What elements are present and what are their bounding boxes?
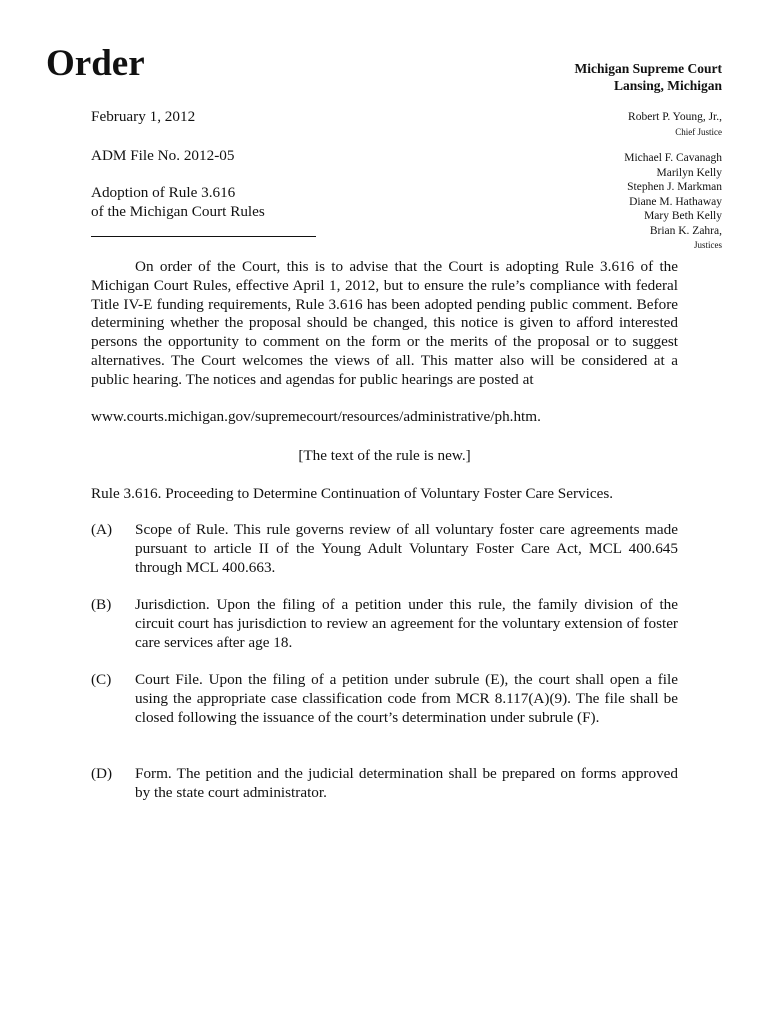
court-location: Lansing, Michigan — [613, 78, 722, 93]
rule-heading: Rule 3.616. Proceeding to Determine Continuation of Voluntary Foster Care Services. — [91, 485, 614, 502]
chief-justice-title: Chief Justice — [675, 126, 722, 137]
subrule-text: Jurisdiction. Upon the filing of a petition under this rule, the family division of the circuit court has jurisdiction to review an agreement for the voluntary extension of foster care services after age 18. — [135, 596, 678, 651]
rule-note: [The text of the rule is new.] — [298, 447, 471, 464]
justice-name: Diane M. Hathaway — [629, 195, 722, 208]
subject-line-1: Adoption of Rule 3.616 — [91, 184, 236, 201]
justice-name: Brian K. Zahra, — [649, 224, 722, 237]
subrule-c — [91, 671, 678, 727]
subrule-text: Form. The petition and the judicial determination shall be prepared on forms approved by the state court administrator. — [135, 765, 678, 801]
justices-list — [624, 110, 722, 253]
subrule-a — [91, 521, 678, 577]
chief-justice-name: Robert P. Young, Jr., — [628, 111, 722, 123]
hearings-url: www.courts.michigan.gov/supremecourt/resources/administrative/ph.htm. — [91, 408, 541, 425]
justice-name: Mary Beth Kelly — [644, 210, 722, 222]
document-title: Order — [46, 43, 145, 84]
subrule-label: (B) — [91, 596, 112, 613]
court-header — [575, 60, 723, 94]
order-paragraph: On order of the Court, this is to advise that the Court is adopting Rule 3.616 of the Michigan Court Rules, effective April 1, 2012, but to ensure the rule’s compliance with federal Title IV-E funding requirements, Rule 3.616 has been adopted pending public comment. Before determining whether the proposal should be changed, this notice is given to afford interested persons the opportunity to comment on the form or the merits of the proposal or to suggest alternatives. The Court welcomes the views of all. This matter also will be considered at a public hearing. The notices and agendas for public hearings are posted at — [91, 258, 678, 388]
subrule-label: (A) — [91, 521, 113, 538]
divider — [91, 236, 316, 237]
justices-title: Justices — [694, 240, 722, 250]
subrule-text: Court File. Upon the filing of a petition under subrule (E), the court shall open a file using the appropriate case classification code from MCR 8.117(A)(9). The file shall be closed following the issuance of the court’s determination under subrule (F). — [135, 671, 678, 726]
subrule-text: Scope of Rule. This rule governs review of all voluntary foster care agreements made pursuant to article II of the Young Adult Voluntary Foster Care Act, MCL 400.645 through MCL 400.663. — [135, 521, 678, 576]
file-number: ADM File No. 2012-05 — [91, 147, 235, 164]
court-name: Michigan Supreme Court — [574, 61, 722, 76]
subrule-b — [91, 596, 678, 652]
justice-name: Marilyn Kelly — [656, 166, 722, 179]
justice-name: Stephen J. Markman — [627, 181, 722, 193]
justice-name: Michael F. Cavanagh — [624, 152, 722, 164]
order-date: February 1, 2012 — [91, 108, 196, 125]
subrule-label: (C) — [91, 671, 112, 688]
subject-line-2: of the Michigan Court Rules — [91, 203, 265, 220]
subrule-label: (D) — [91, 765, 113, 782]
subrule-d — [91, 765, 678, 803]
